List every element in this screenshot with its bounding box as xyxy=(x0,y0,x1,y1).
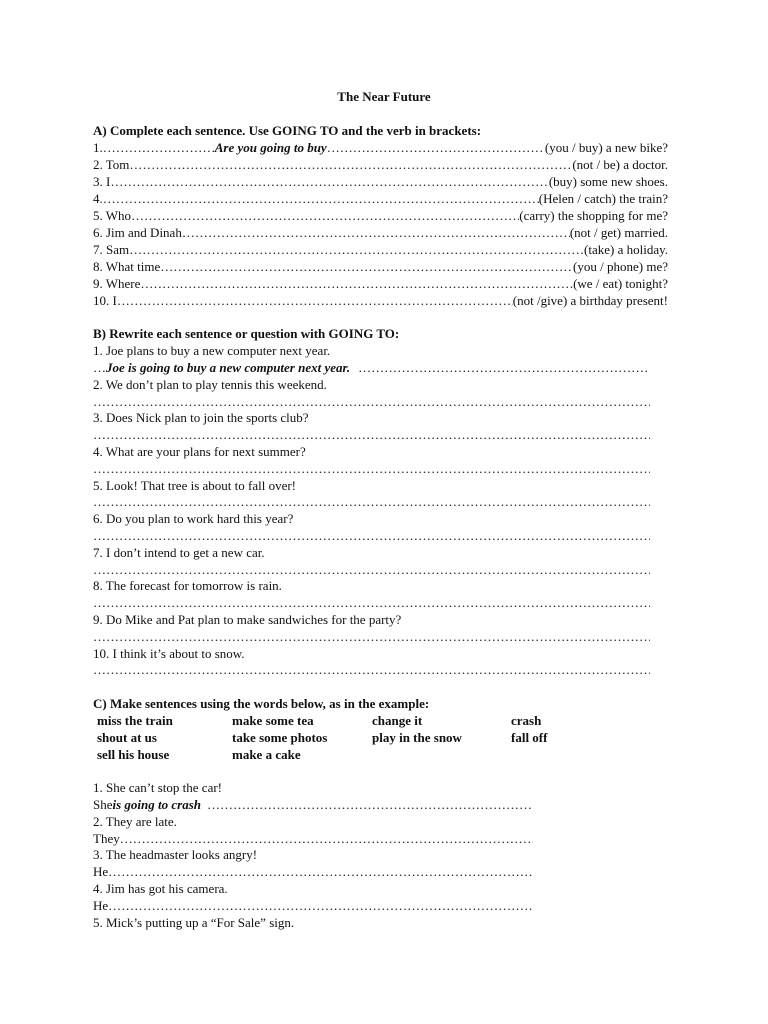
answer-blank[interactable] xyxy=(93,493,650,510)
answer-subject: He xyxy=(93,898,109,913)
answer-blank[interactable] xyxy=(93,594,650,611)
section-b-question: 6. Do you plan to work hard this year? xyxy=(93,511,294,526)
dotted-blank xyxy=(327,139,545,156)
section-a-item xyxy=(93,156,668,173)
answer-blank[interactable] xyxy=(93,393,650,410)
section-c-question: 4. Jim has got his camera. xyxy=(93,881,228,896)
section-a-heading: A) Complete each sentence. Use GOING TO and the verb in brackets: xyxy=(93,123,482,138)
answer-blank[interactable] xyxy=(108,863,533,880)
section-b-question: 5. Look! That tree is about to fall over! xyxy=(93,478,297,493)
answer-blank[interactable] xyxy=(120,830,533,847)
section-c-answer xyxy=(93,863,533,880)
dotted-blank xyxy=(358,359,650,376)
section-c-answer xyxy=(93,897,533,914)
item-number: 1. xyxy=(93,140,103,155)
answer-blank[interactable] xyxy=(182,224,570,241)
section-a-item xyxy=(93,139,668,156)
item-hint: (take) a holiday. xyxy=(584,242,668,257)
word-bank-item: take some photos xyxy=(232,730,328,745)
item-number: 5. Who xyxy=(93,208,132,223)
section-c-example xyxy=(93,796,533,813)
dotted-blank xyxy=(103,139,215,156)
section-b-question: 1. Joe plans to buy a new computer next year. xyxy=(93,343,331,358)
section-c-answer xyxy=(93,830,533,847)
item-number: 6. Jim and Dinah xyxy=(93,225,182,240)
section-c-heading: C) Make sentences using the words below, as in the example: xyxy=(93,696,430,711)
section-a-item xyxy=(93,275,668,292)
section-b-heading: B) Rewrite each sentence or question with GOING TO: xyxy=(93,326,400,341)
item-hint: (buy) some new shoes. xyxy=(548,174,668,189)
word-bank-item: make some tea xyxy=(232,713,314,728)
answer-blank[interactable] xyxy=(108,897,533,914)
section-b-question: 2. We don’t plan to play tennis this weekend. xyxy=(93,377,327,392)
word-bank-item: crash xyxy=(511,713,542,728)
item-hint: (not / get) married. xyxy=(569,225,668,240)
word-bank-item: play in the snow xyxy=(372,730,462,745)
section-a-item xyxy=(93,173,668,190)
item-number: 8. What time xyxy=(93,259,161,274)
item-hint: (not / be) a doctor. xyxy=(572,157,668,172)
answer-subject: He xyxy=(93,864,109,879)
section-b-example xyxy=(93,359,650,376)
item-hint: (we / eat) tonight? xyxy=(573,276,668,291)
item-number: 4. xyxy=(93,191,103,206)
section-c-question: 5. Mick’s putting up a “For Sale” sign. xyxy=(93,915,295,930)
answer-blank[interactable] xyxy=(93,661,650,678)
section-c-question: 3. The headmaster looks angry! xyxy=(93,847,258,862)
item-number: 3. I xyxy=(93,174,111,189)
example-prefix: … xyxy=(93,360,106,375)
item-hint: (you / buy) a new bike? xyxy=(544,140,668,155)
item-number: 7. Sam xyxy=(93,242,130,257)
section-b-question: 4. What are your plans for next summer? xyxy=(93,444,306,459)
section-a-item xyxy=(93,258,668,275)
section-a-item xyxy=(93,292,668,309)
answer-blank[interactable] xyxy=(129,156,572,173)
answer-blank[interactable] xyxy=(131,207,519,224)
section-c-question: 1. She can’t stop the car! xyxy=(93,780,222,795)
section-b-question: 9. Do Mike and Pat plan to make sandwiches for the party? xyxy=(93,612,402,627)
item-hint: (Helen / catch) the train? xyxy=(538,191,668,206)
section-a-item xyxy=(93,207,668,224)
section-c-question: 2. They are late. xyxy=(93,814,177,829)
word-bank-item: shout at us xyxy=(97,730,157,745)
answer-subject: They xyxy=(93,831,120,846)
item-hint: (you / phone) me? xyxy=(573,259,668,274)
section-b-question: 7. I don’t intend to get a new car. xyxy=(93,545,265,560)
section-b-question: 3. Does Nick plan to join the sports club? xyxy=(93,410,309,425)
answer-blank[interactable] xyxy=(93,561,650,578)
answer-blank[interactable] xyxy=(140,275,573,292)
answer-blank[interactable] xyxy=(129,241,584,258)
section-b-question: 10. I think it’s about to snow. xyxy=(93,646,245,661)
answer-blank[interactable] xyxy=(103,190,539,207)
example-answer: Joe is going to buy a new computer next year. xyxy=(106,360,351,375)
word-bank-item: make a cake xyxy=(232,747,301,762)
answer-blank[interactable] xyxy=(110,173,549,190)
answer-blank[interactable] xyxy=(160,258,573,275)
section-b-question: 8. The forecast for tomorrow is rain. xyxy=(93,578,282,593)
answer-blank[interactable] xyxy=(93,460,650,477)
word-bank-item: sell his house xyxy=(97,747,170,762)
section-a-item xyxy=(93,224,668,241)
word-bank-item: fall off xyxy=(511,730,548,745)
page-title: The Near Future xyxy=(337,89,431,104)
item-number: 9. Where xyxy=(93,276,141,291)
item-hint: (carry) the shopping for me? xyxy=(519,208,668,223)
item-number: 2. Tom xyxy=(93,157,130,172)
answer-blank[interactable] xyxy=(93,426,650,443)
answer-subject: She xyxy=(93,797,113,812)
answer-blank[interactable] xyxy=(93,628,650,645)
item-number: 10. I xyxy=(93,293,117,308)
example-answer: Are you going to buy xyxy=(214,140,327,155)
word-bank-item: miss the train xyxy=(97,713,173,728)
answer-blank[interactable] xyxy=(117,292,513,309)
example-answer: is going to crash xyxy=(112,797,201,812)
dotted-blank xyxy=(207,796,533,813)
section-a-item xyxy=(93,190,668,207)
section-a-item xyxy=(93,241,668,258)
answer-blank[interactable] xyxy=(93,527,650,544)
item-hint: (not /give) a birthday present! xyxy=(512,293,668,308)
word-bank-item: change it xyxy=(372,713,423,728)
